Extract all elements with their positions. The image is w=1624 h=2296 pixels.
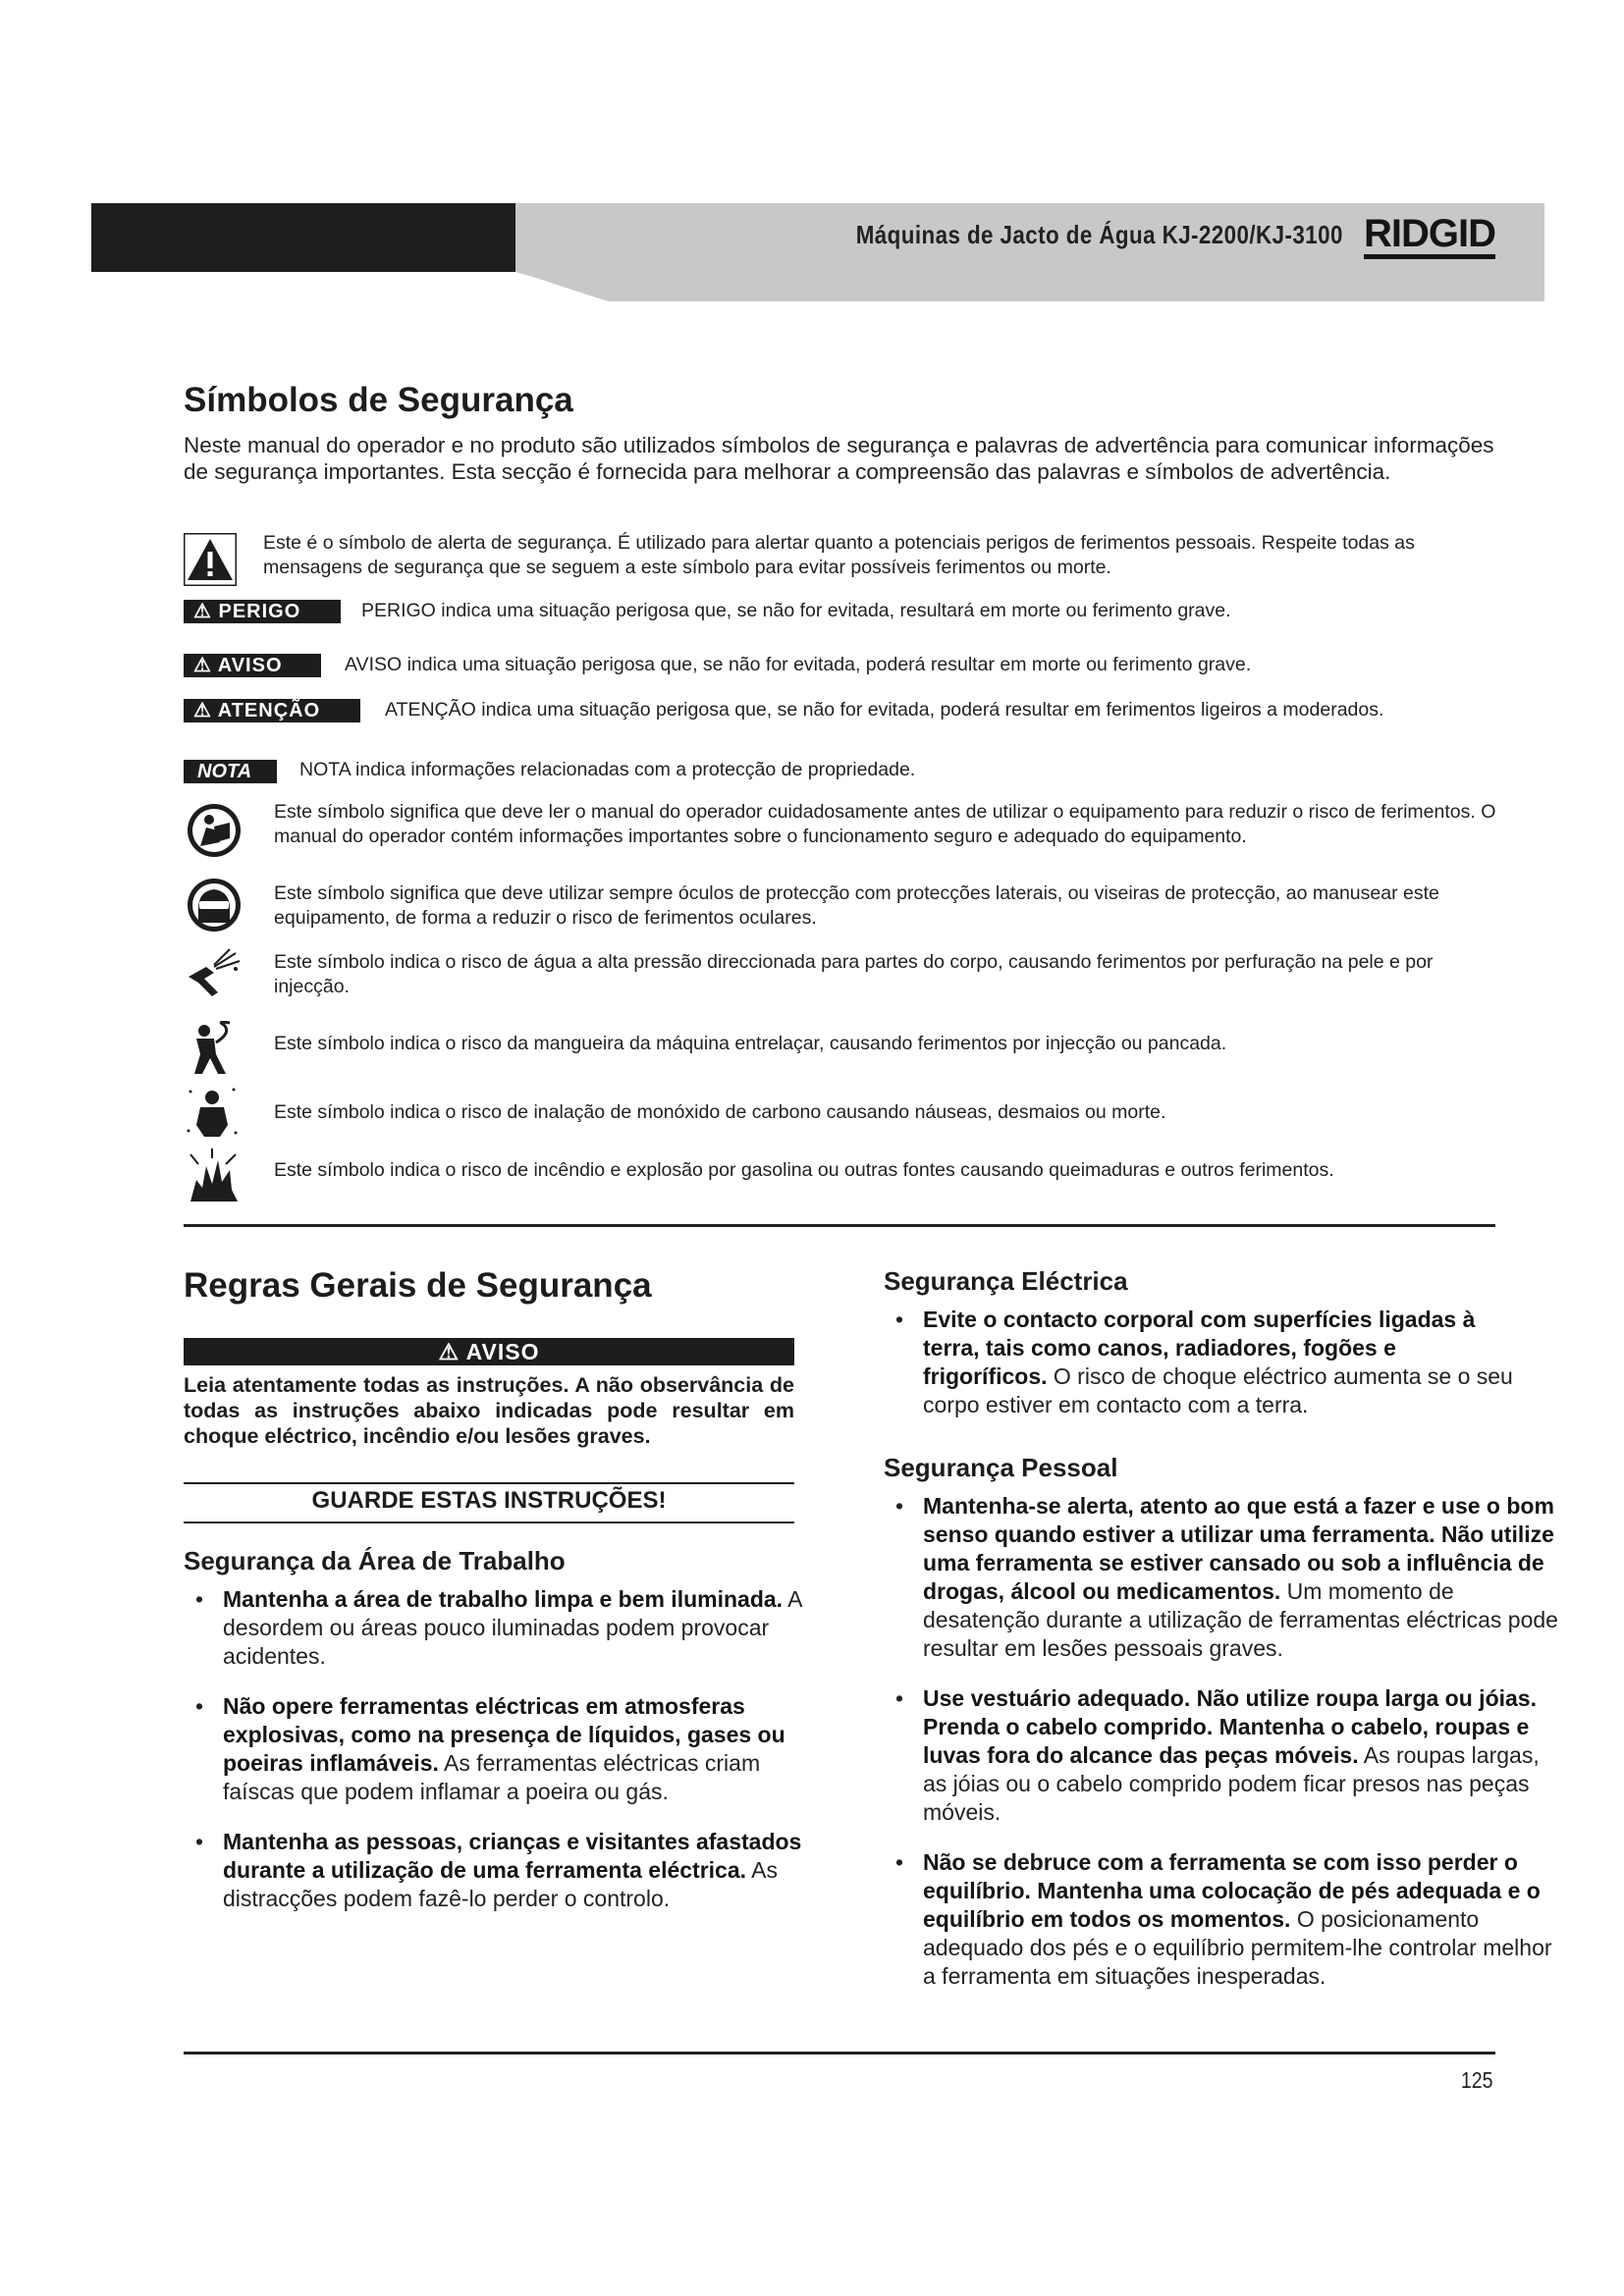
work-area-list — [184, 1585, 822, 1935]
guarde-bottom-rule — [184, 1522, 794, 1523]
nota-text: NOTA indica informações relacionadas com a protecção de propriedade. — [299, 759, 916, 780]
alert-symbol-text: Este é o símbolo de alerta de segurança. É utilizado para alertar quanto a potenciais perigos de ferimentos pessoais. Respeite todas as mensagens de segurança que se seguem a este símbolo para evitar possíveis ferimentos ou morte. — [263, 532, 1415, 578]
eye-protection-icon — [187, 878, 242, 933]
list-item: • Mantenha as pessoas, crianças e visitantes afastados durante a utilização de uma ferramenta eléctrica. As distracções podem fazê-lo perder o controlo. — [184, 1828, 822, 1913]
nota-badge: NOTA — [184, 760, 277, 783]
page-number: 125 — [1460, 2067, 1493, 2093]
general-aviso-label: ⚠ AVISO — [184, 1338, 794, 1365]
section-divider — [184, 1224, 1495, 1227]
manual-symbol-text: Este símbolo significa que deve ler o manual do operador cuidadosamente antes de utilizar o equipamento para reduzir o risco de ferimentos. O manual do operador contém informações importantes sobre o funcionamento seguro e adequado do equipamento. — [274, 801, 1496, 847]
water-symbol-text: Este símbolo indica o risco de água a alta pressão direccionada para partes do corpo, causando ferimentos por perfuração na pele e por injecção. — [274, 951, 1434, 997]
personal-list — [884, 1492, 1561, 2012]
general-aviso-text: Leia atentamente todas as instruções. A não observância de todas as instruções abaixo indicadas pode resultar em choque eléctrico, incêndio e/ou lesões graves. — [184, 1373, 794, 1448]
carbon-monoxide-icon — [185, 1086, 240, 1139]
work-area-title: Segurança da Área de Trabalho — [184, 1546, 566, 1575]
hose-symbol-text: Este símbolo indica o risco da mangueira da máquina entrelaçar, causando ferimentos por injecção ou pancada. — [274, 1033, 1227, 1054]
perigo-badge: ⚠ PERIGO — [184, 600, 341, 623]
ridgid-logo: RIDGID — [1364, 213, 1495, 259]
symbols-intro: Neste manual do operador e no produto são utilizados símbolos de segurança e palavras de advertência para comunicar informações de segurança importantes. Esta secção é fornecida para melhorar a compreensão das palavras e símbolos de advertência. — [184, 433, 1494, 484]
personal-safety-title: Segurança Pessoal — [884, 1453, 1118, 1482]
list-item: • Não se debruce com a ferramenta se com isso perder o equilíbrio. Mantenha uma colocação de pés adequada e o equilíbrio em todos os momentos. O posicionamento adequado dos pés e o equilíbrio permitem-lhe controlar melhor a ferramenta em situações inesperadas. — [884, 1848, 1561, 1991]
co-symbol-text: Este símbolo indica o risco de inalação de monóxido de carbono causando náuseas, desmaios ou morte. — [274, 1101, 1166, 1123]
symbols-title: Símbolos de Segurança — [184, 381, 573, 419]
electrical-list — [884, 1306, 1522, 1441]
list-item: • Evite o contacto corporal com superfícies ligadas à terra, tais como canos, radiadores, fogões e frigoríficos. O risco de choque eléctrico aumenta se o seu corpo estiver em contacto com a terra. — [884, 1306, 1522, 1419]
general-rules-title: Regras Gerais de Segurança — [184, 1266, 652, 1305]
fire-symbol-text: Este símbolo indica o risco de incêndio e explosão por gasolina ou outras fontes causando queimaduras e outros ferimentos. — [274, 1159, 1334, 1181]
header-title: Máquinas de Jacto de Água KJ-2200/KJ-3100 — [855, 220, 1343, 249]
goggles-symbol-text: Este símbolo significa que deve utilizar sempre óculos de protecção com protecções laterais, ou viseiras de protecção, ao manusear este equipamento, de forma a reduzir o risco de ferimentos oculares. — [274, 882, 1439, 929]
perigo-text: PERIGO indica uma situação perigosa que, se não for evitada, resultará em morte ou ferimento grave. — [361, 600, 1231, 621]
header-shadow-strip — [515, 272, 1544, 301]
list-item: • Não opere ferramentas eléctricas em atmosferas explosivas, como na presença de líquidos, gases ou poeiras inflamáveis. As ferramentas eléctricas criam faíscas que podem inflamar a poeira ou gás. — [184, 1692, 822, 1806]
fire-explosion-icon — [183, 1147, 242, 1203]
safety-alert-icon — [184, 533, 237, 586]
aviso-badge: ⚠ AVISO — [184, 654, 321, 677]
high-pressure-water-icon — [185, 947, 242, 998]
list-item: • Mantenha a área de trabalho limpa e bem iluminada. A desordem ou áreas pouco iluminadas podem provocar acidentes. — [184, 1585, 822, 1671]
aviso-text: AVISO indica uma situação perigosa que, se não for evitada, poderá resultar em morte ou ferimento grave. — [345, 654, 1252, 675]
electrical-safety-title: Segurança Eléctrica — [884, 1266, 1128, 1296]
page-header — [91, 203, 1544, 272]
atencao-badge: ⚠ ATENÇÃO — [184, 699, 360, 722]
list-item: • Mantenha-se alerta, atento ao que está a fazer e use o bom senso quando estiver a utilizar uma ferramenta. Não utilize uma ferramenta se estiver cansado ou sob a influência de drogas, álcool ou medicamentos. Um momento de desatenção durante a utilização de ferramentas eléctricas pode resultar em lesões pessoais graves. — [884, 1492, 1561, 1663]
guarde-instructions: GUARDE ESTAS INSTRUÇÕES! — [311, 1487, 667, 1514]
footer-rule — [184, 2052, 1495, 2055]
atencao-text: ATENÇÃO indica uma situação perigosa que, se não for evitada, poderá resultar em ferimentos ligeiros a moderados. — [385, 699, 1384, 721]
list-item: • Use vestuário adequado. Não utilize roupa larga ou jóias. Prenda o cabelo comprido. Mantenha o cabelo, roupas e luvas fora do alcance das peças móveis. As roupas largas, as jóias ou o cabelo comprido podem ficar presos nas peças móveis. — [884, 1684, 1561, 1827]
hose-whip-icon — [187, 1021, 238, 1076]
guarde-top-rule — [184, 1482, 794, 1484]
read-manual-icon — [187, 803, 242, 858]
header-dark-block — [91, 203, 515, 272]
